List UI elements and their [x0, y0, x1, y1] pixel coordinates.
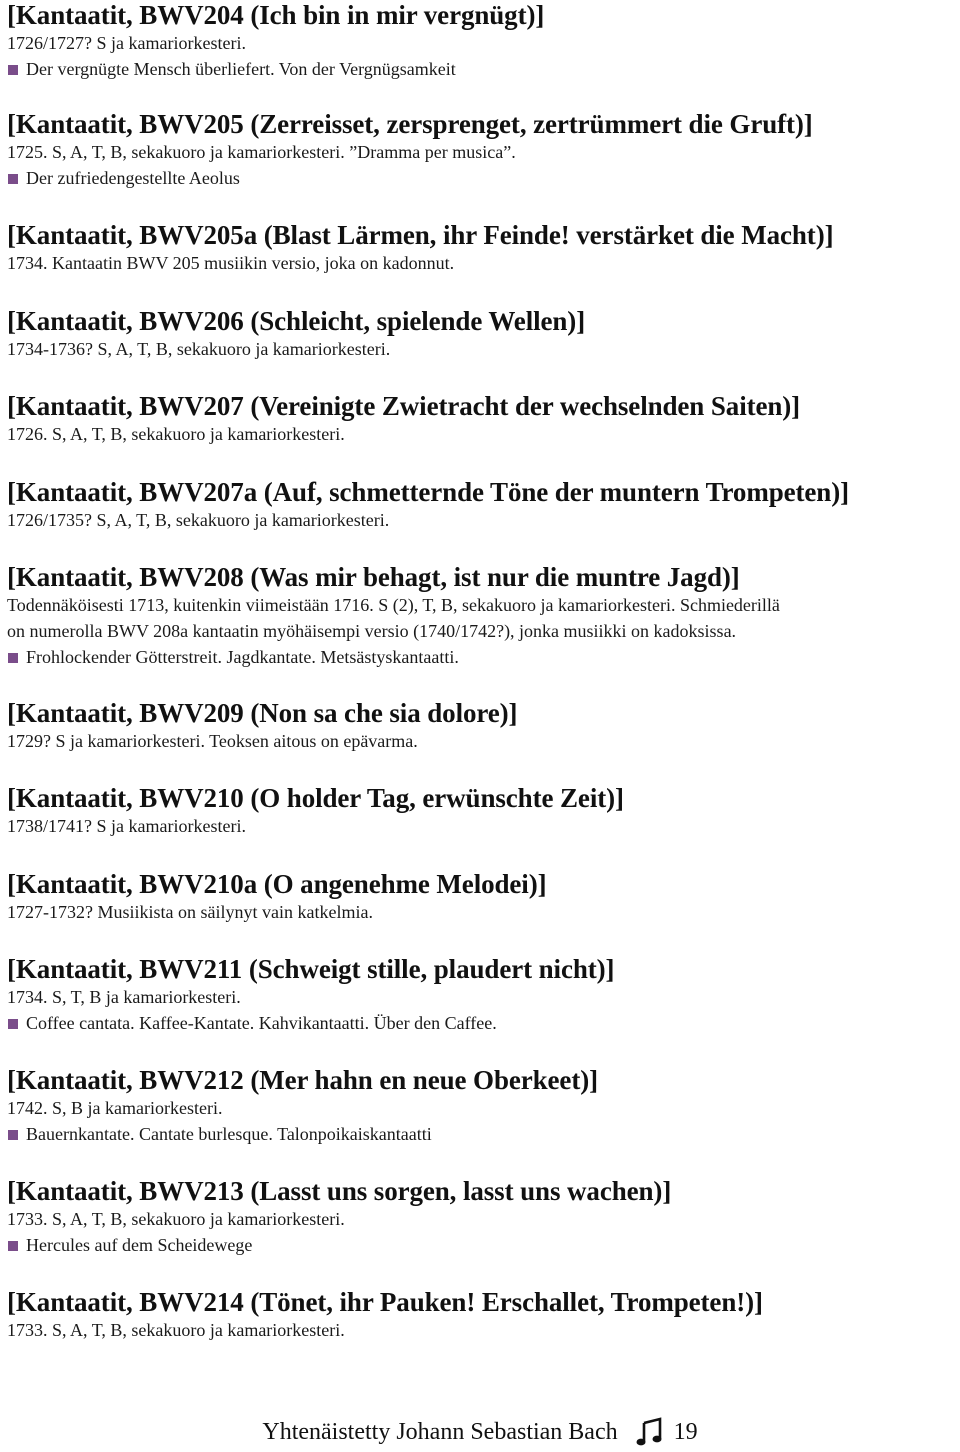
entry-title: [Kantaatit, BWV207a (Auf, schmetternde Töne der muntern Trompeten)] [7, 477, 849, 507]
entry-bwv213 [7, 1176, 955, 1258]
page-number: 19 [673, 1419, 698, 1445]
entry-line: 1726/1727? S ja kamariorkesteri. [7, 33, 246, 53]
entry-bullet-text: Hercules auf dem Scheidewege [26, 1235, 253, 1255]
square-bullet-icon [8, 1241, 18, 1251]
entry-bwv205a [7, 220, 955, 276]
entry-bwv214 [7, 1287, 955, 1343]
square-bullet-icon [8, 174, 18, 184]
entry-bwv207 [7, 391, 955, 447]
entry-bullet-line [7, 56, 955, 82]
entry-bullet-line [7, 1010, 955, 1036]
footer-title: Yhtenäistetty Johann Sebastian Bach [262, 1419, 618, 1445]
entry-bullet-text: Frohlockender Götterstreit. Jagdkantate. Metsästyskantaatti. [26, 647, 459, 667]
entry-line: 1733. S, A, T, B, sekakuoro ja kamariorkesteri. [7, 1320, 345, 1340]
square-bullet-icon [8, 1130, 18, 1140]
entry-bwv205 [7, 109, 955, 191]
entry-bullet-line [7, 1232, 955, 1258]
entry-bwv209 [7, 698, 955, 754]
square-bullet-icon [8, 653, 18, 663]
music-note-icon [636, 1417, 664, 1447]
entry-bwv210a [7, 869, 955, 925]
entry-title: [Kantaatit, BWV204 (Ich bin in mir vergnügt)] [7, 0, 545, 30]
entry-title: [Kantaatit, BWV214 (Tönet, ihr Pauken! Erschallet, Trompeten!)] [7, 1287, 763, 1317]
entry-bwv210 [7, 783, 955, 839]
entry-bwv212 [7, 1065, 955, 1147]
entry-title: [Kantaatit, BWV210a (O angenehme Melodei)] [7, 869, 547, 899]
entry-bullet-line [7, 165, 955, 191]
entry-title: [Kantaatit, BWV211 (Schweigt stille, plaudert nicht)] [7, 954, 615, 984]
entry-title: [Kantaatit, BWV213 (Lasst uns sorgen, lasst uns wachen)] [7, 1176, 672, 1206]
entry-bwv208 [7, 562, 955, 670]
entry-title: [Kantaatit, BWV205 (Zerreisset, zersprenget, zertrümmert die Gruft)] [7, 109, 813, 139]
entry-bullet-text: Bauernkantate. Cantate burlesque. Talonpoikaiskantaatti [26, 1124, 432, 1144]
entry-bullet-text: Der vergnügte Mensch überliefert. Von der Vergnügsamkeit [26, 59, 456, 79]
entry-title: [Kantaatit, BWV209 (Non sa che sia dolore)] [7, 698, 518, 728]
entry-title: [Kantaatit, BWV205a (Blast Lärmen, ihr Feinde! verstärket die Macht)] [7, 220, 834, 250]
entry-bwv211 [7, 954, 955, 1036]
entry-title: [Kantaatit, BWV208 (Was mir behagt, ist nur die muntre Jagd)] [7, 562, 740, 592]
entry-bullet-line [7, 644, 955, 670]
entry-bwv204 [7, 0, 955, 82]
entry-bullet-text: Der zufriedengestellte Aeolus [26, 168, 240, 188]
entry-line: 1727-1732? Musiikista on säilynyt vain katkelmia. [7, 902, 373, 922]
entry-line: 1725. S, A, T, B, sekakuoro ja kamariorkesteri. ”Dramma per musica”. [7, 142, 516, 162]
page-footer [0, 1412, 960, 1452]
entry-line: 1729? S ja kamariorkesteri. Teoksen aitous on epävarma. [7, 731, 418, 751]
entry-bwv206 [7, 306, 955, 362]
entry-title: [Kantaatit, BWV210 (O holder Tag, erwünschte Zeit)] [7, 783, 624, 813]
entry-bullet-text: Coffee cantata. Kaffee-Kantate. Kahvikantaatti. Über den Caffee. [26, 1013, 497, 1033]
square-bullet-icon [8, 1019, 18, 1029]
entry-line: 1733. S, A, T, B, sekakuoro ja kamariorkesteri. [7, 1209, 345, 1229]
entry-title: [Kantaatit, BWV212 (Mer hahn en neue Oberkeet)] [7, 1065, 598, 1095]
entry-title: [Kantaatit, BWV207 (Vereinigte Zwietracht der wechselnden Saiten)] [7, 391, 801, 421]
entry-line: 1734. S, T, B ja kamariorkesteri. [7, 987, 241, 1007]
entry-title: [Kantaatit, BWV206 (Schleicht, spielende Wellen)] [7, 306, 586, 336]
entry-line: 1734-1736? S, A, T, B, sekakuoro ja kamariorkesteri. [7, 339, 391, 359]
entry-line: 1726. S, A, T, B, sekakuoro ja kamariorkesteri. [7, 424, 345, 444]
entry-line: Todennäköisesti 1713, kuitenkin viimeistään 1716. S (2), T, B, sekakuoro ja kamariorkesteri. Schmiederillä [7, 595, 780, 615]
entry-bullet-line [7, 1121, 955, 1147]
entry-line: on numerolla BWV 208a kantaatin myöhäisempi versio (1740/1742?), jonka musiikki on kadoksissa. [7, 621, 737, 641]
entry-line: 1742. S, B ja kamariorkesteri. [7, 1098, 223, 1118]
entry-line: 1734. Kantaatin BWV 205 musiikin versio, joka on kadonnut. [7, 253, 455, 273]
entry-line: 1738/1741? S ja kamariorkesteri. [7, 816, 246, 836]
entry-line: 1726/1735? S, A, T, B, sekakuoro ja kamariorkesteri. [7, 510, 390, 530]
entry-bwv207a [7, 477, 955, 533]
square-bullet-icon [8, 65, 18, 75]
